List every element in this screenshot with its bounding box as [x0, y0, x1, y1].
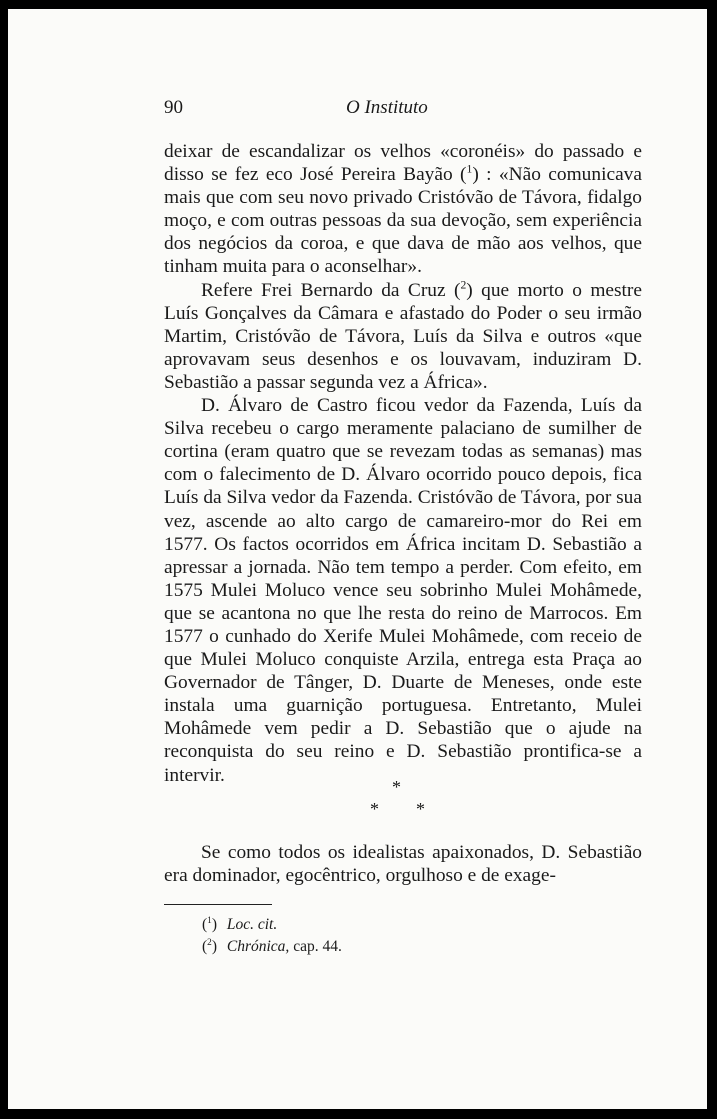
- page-header: [8, 89, 707, 129]
- footnote-separator: [164, 904, 272, 905]
- footnote: [202, 914, 342, 936]
- section-break-star: *: [392, 777, 401, 797]
- book-page: [8, 9, 707, 1109]
- running-title: O Instituto: [346, 97, 428, 118]
- footnotes: [202, 914, 342, 958]
- section-break-star: *: [370, 799, 379, 819]
- main-text: [164, 140, 642, 787]
- footnote-suffix: cap. 44.: [289, 938, 342, 955]
- footnote-text: Loc. cit.: [226, 916, 278, 933]
- paragraph: Se como todos os idealistas apaixonados, D. Sebastião era dominador, egocêntrico, orgulhoso e de exage-: [164, 842, 642, 887]
- paragraph: Refere Frei Bernardo da Cruz ($^2$) que morto o mestre Luís Gonçalves da Câmara e afastado do Poder o seu irmão Martim, Cristóvão de Távora, Luís da Silva e outros «que aprovavam seus desenhos e os louvavam, induziram D. Sebastião a passar segunda vez a África».: [164, 278, 642, 393]
- paragraph: D. Álvaro de Castro ficou vedor da Fazenda, Luís da Silva recebeu o cargo meramente palaciano de sumilher de cortina (eram quatro que se revezam todas as semanas) mas com o falecimento de D. Álvaro ocorrido pouco depois, fica Luís da Silva vedor da Fazenda. Cristóvão de Távora, por sua vez, ascende ao alto cargo de camareiro-mor do Rei em 1577. Os factos ocorridos em África incitam D. Sebastião a apressar a jornada. Não tem tempo a perder. Com efeito, em 1575 Mulei Moluco vence seu sobrinho Mulei Mohâmede, que se acantona no que lhe resta do reino de Marrocos. Em 1577 o cunhado do Xerife Mulei Mohâmede, com receio de que Mulei Moluco conquiste Arzila, entrega esta Praça ao Governador de Tânger, D. Duarte de Meneses, onde este instala uma guarnição portuguesa. Entretanto, Mulei Mohâmede vem pedir a D. Sebastião que o ajude na reconquista do seu reino e D. Sebastião prontifica-se a intervir.: [164, 395, 642, 786]
- section-break: [8, 777, 707, 827]
- footnote-text: Chrónica,: [226, 938, 290, 955]
- footnote: [202, 936, 342, 958]
- paragraph: deixar de escandalizar os velhos «coronéis» do passado e disso se fez eco José Pereira Bayão ($^1$) : «Não comunicava mais que com seu novo privado Cristóvão de Távora, fidalgo moço, e com outras pessoas da sua devoção, sem experiência dos negócios da coroa, e que dava de mão aos velhos, que tinham muita para o aconselhar».: [164, 141, 642, 278]
- footnote-mark: ($^1$): [202, 915, 217, 933]
- page-number: 90: [164, 97, 183, 118]
- section-break-star: *: [416, 799, 425, 819]
- footnote-mark: ($^2$): [202, 937, 217, 955]
- closing-text: [164, 841, 642, 887]
